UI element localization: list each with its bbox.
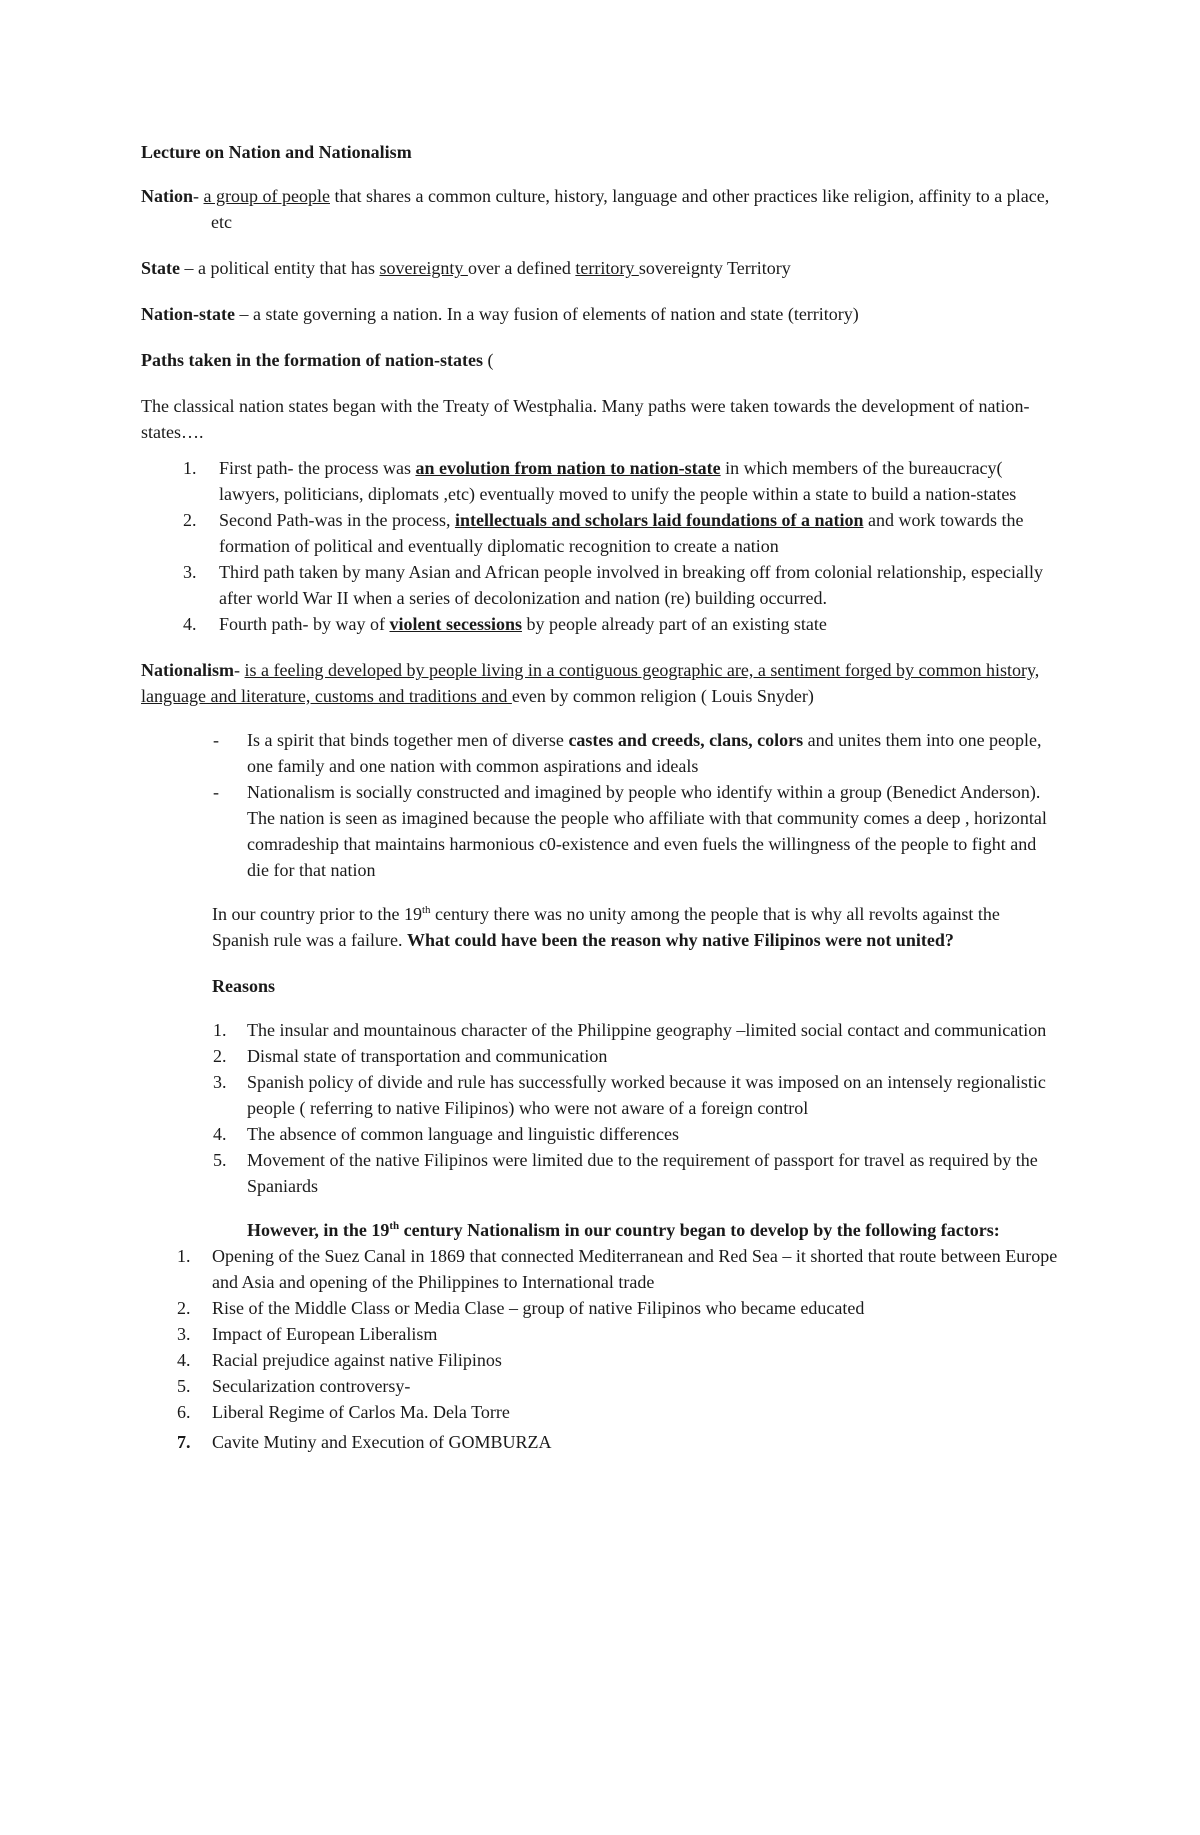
list-item: 4. Fourth path- by way of violent secessions by people already part of an existing state: [183, 614, 827, 634]
list-item: 4. The absence of common language and linguistic differences: [213, 1124, 680, 1144]
list-item: - Nationalism is socially constructed and imagined by people who identify within a group (Benedict Anderson). The nation is seen as imagined because the people who affiliate with that community comes a deep , horizontal comradeship that maintains harmonious c0-existence and even fuels the willingness of the people to fight and die for that nation: [213, 782, 1047, 880]
list-item: 3. Impact of European Liberalism: [177, 1324, 438, 1344]
list-item: 1. Opening of the Suez Canal in 1869 that connected Mediterranean and Red Sea – it shorted that route between Europe and Asia and opening of the Philippines to International trade: [177, 1246, 1058, 1292]
term-state: State: [141, 258, 180, 278]
list-item: 5. Secularization controversy-: [177, 1376, 411, 1396]
paths-intro: The classical nation states began with the Treaty of Westphalia. Many paths were taken towards the development of nation-states….: [141, 396, 1030, 442]
factors-heading: However, in the 19th century Nationalism in our country began to develop by the following factors:: [247, 1220, 1000, 1240]
paths-list: [141, 455, 1061, 637]
list-item: - Is a spirit that binds together men of diverse castes and creeds, clans, colors and unites them into one people, one family and one nation with common aspirations and ideals: [213, 730, 1042, 776]
nationalism-points: [141, 727, 1061, 883]
nation-underlined: a group of people: [203, 186, 330, 206]
document-title: Lecture on Nation and Nationalism: [141, 142, 412, 162]
definition-nation: Nation- a group of people that shares a common culture, history, language and other practices like religion, affinity to a place, etc: [141, 186, 1050, 232]
paths-heading: Paths taken in the formation of nation-states (: [141, 350, 494, 370]
reasons-heading: Reasons: [212, 976, 276, 996]
list-item: 2. Rise of the Middle Class or Media Clase – group of native Filipinos who became educated: [177, 1298, 865, 1318]
list-item: 6. Liberal Regime of Carlos Ma. Dela Torre: [177, 1402, 510, 1422]
guiding-question: What could have been the reason why native Filipinos were not united?: [406, 930, 954, 950]
list-item: 3. Third path taken by many Asian and African people involved in breaking off from colonial relationship, especially after world War II when a series of decolonization and nation (re) building occurred.: [183, 562, 1043, 608]
document-body: [141, 139, 1061, 1455]
definition-state: State – a political entity that has sovereignty over a defined territory sovereignty Territory: [141, 258, 791, 278]
term-nationalism: Nationalism: [141, 660, 235, 680]
reasons-list: [141, 1017, 1061, 1199]
term-nation-state: Nation-state: [141, 304, 235, 324]
list-item: 3. Spanish policy of divide and rule has successfully worked because it was imposed on an intensely regionalistic people ( referring to native Filipinos) who were not aware of a foreign control: [213, 1072, 1046, 1118]
list-item: 4. Racial prejudice against native Filipinos: [177, 1350, 502, 1370]
term-nation: Nation: [141, 186, 194, 206]
factors-list: [141, 1243, 1061, 1455]
definition-nationalism: Nationalism- is a feeling developed by people living in a contiguous geographic are, a sentiment forged by common history, language and literature, customs and traditions and even by common religion ( Louis Snyder): [141, 660, 1040, 706]
list-item: 7. Cavite Mutiny and Execution of GOMBURZA: [177, 1432, 552, 1452]
list-item: 1. First path- the process was an evolution from nation to nation-state in which members of the bureaucracy( lawyers, politicians, diplomats ,etc) eventually moved to unify the people within a state to build a nation-states: [183, 458, 1017, 504]
list-item: 5. Movement of the native Filipinos were limited due to the requirement of passport for travel as required by the Spaniards: [213, 1150, 1038, 1196]
list-item: 1. The insular and mountainous character of the Philippine geography –limited social contact and communication: [213, 1020, 1047, 1040]
list-item: 2. Second Path-was in the process, intellectuals and scholars laid foundations of a nation and work towards the formation of political and eventually diplomatic recognition to create a nation: [183, 510, 1024, 556]
list-item: 2. Dismal state of transportation and communication: [213, 1046, 608, 1066]
country-paragraph: In our country prior to the 19th century there was no unity among the people that is why all revolts against the Spanish rule was a failure. What could have been the reason why native Filipinos were not united?: [212, 904, 1000, 950]
definition-nation-state: Nation-state – a state governing a nation. In a way fusion of elements of nation and state (territory): [141, 304, 859, 324]
